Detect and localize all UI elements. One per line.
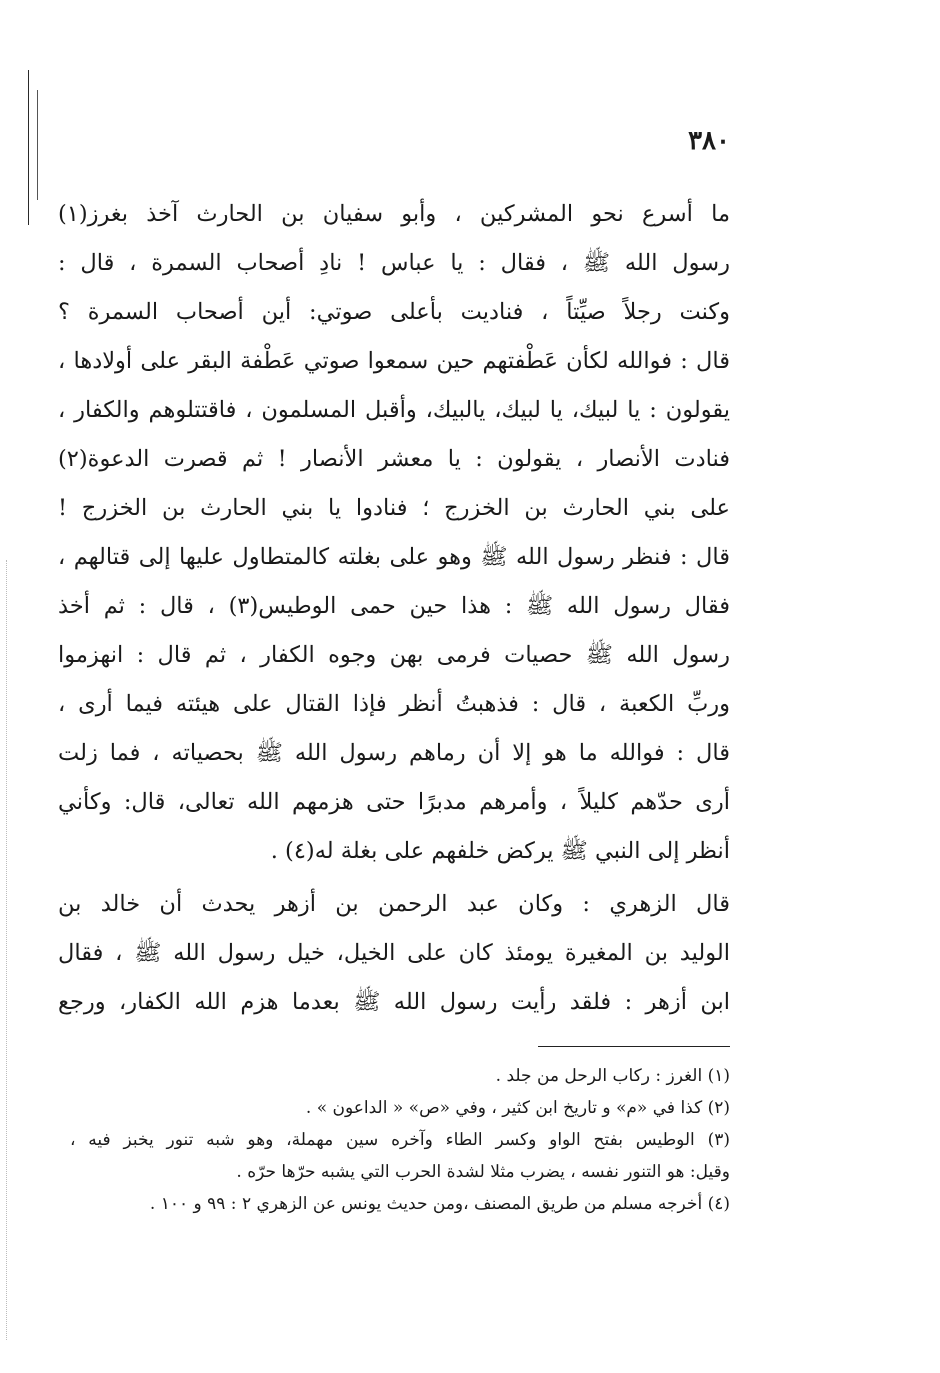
- text-line: رسول الله ﷺ حصيات فرمى بهن وجوه الكفار ، ثم قال : انهزموا: [58, 642, 730, 668]
- page-edge-dots: [6, 560, 8, 1340]
- text-line: ابن أزهر : فلقد رأيت رسول الله ﷺ بعدما هزم الله الكفار، ورجع: [58, 989, 730, 1015]
- binding-line: [37, 90, 38, 200]
- page-number: ٣٨٠: [688, 126, 730, 156]
- text-line: يقولون : يا لبيك، يا لبيك، يالبيك، وأقبل المسلمون ، فاقتتلوهم والكفار ،: [58, 397, 730, 423]
- text-line: ما أسرع نحو المشركين ، وأبو سفيان بن الحارث آخذ بغرز(١): [58, 201, 730, 227]
- footnote-4: (٤) أخرجه مسلم من طريق المصنف ،ومن حديث يونس عن الزهري ٢ : ٩٩ و ١٠٠ .: [149, 1194, 730, 1214]
- text-line: أنظر إلى النبي ﷺ يركض خلفهم على بغلة له(٤) .: [270, 838, 730, 864]
- text-line: قال : فوالله لكأن عَطْفتهم حين سمعوا صوتي عَطْفة البقر على أولادها ،: [58, 348, 730, 374]
- text-line: وربِّ الكعبة ، قال : فذهبتُ أنظر فإذا القتال على هيئته فيما أرى ،: [58, 691, 730, 717]
- text-line: رسول الله ﷺ ، فقال : يا عباس ! نادِ أصحاب السمرة ، قال :: [58, 250, 730, 276]
- text-line: قال : فنظر رسول الله ﷺ وهو على بغلته كالمتطاول عليها إلى قتالهم ،: [58, 544, 730, 570]
- text-line: الوليد بن المغيرة يومئذ كان على الخيل، خيل رسول الله ﷺ ، فقال: [58, 940, 730, 966]
- footnote-1: (١) الغرز : ركاب الرحل من جلد .: [495, 1066, 730, 1086]
- second-paragraph: [58, 880, 730, 1027]
- footnote-separator: [538, 1046, 730, 1047]
- footnote-3-continued: وقيل: هو التنور نفسه ، يضرب مثلا لشدة الحرب التي يشبه حرّها حرّه .: [236, 1162, 730, 1182]
- text-line: على بني الحارث بن الخزرج ؛ فنادوا يا بني الحارث بن الخزرج !: [58, 495, 730, 521]
- footnote-3: (٣) الوطيس بفتح الواو وكسر الطاء وآخره سين مهملة، وهو شبه تنور يخبز فيه ،: [70, 1130, 730, 1150]
- text-line: قال : فوالله ما هو إلا أن رماهم رسول الله ﷺ بحصياته ، فما زلت: [58, 740, 730, 766]
- text-line: فنادت الأنصار ، يقولون : يا معشر الأنصار ! ثم قصرت الدعوة(٢): [58, 446, 730, 472]
- text-line: فقال رسول الله ﷺ : هذا حين حمى الوطيس(٣) ، قال : ثم أخذ: [58, 593, 730, 619]
- main-paragraph: [58, 190, 730, 876]
- text-line: قال الزهري : وكان عبد الرحمن بن أزهر يحدث أن خالد بن: [58, 891, 730, 917]
- footnote-2: (٢) كذا في «م» و تاريخ ابن كثير ، وفي «ص» « الداعون » .: [305, 1098, 730, 1118]
- text-line: وكنت رجلاً صيِّتاً ، فناديت بأعلى صوتي: أين أصحاب السمرة ؟: [58, 299, 730, 325]
- footnotes: [70, 1060, 730, 1220]
- binding-line: [28, 70, 29, 225]
- text-line: أرى حدّهم كليلاً ، وأمرهم مدبرًا حتى هزمهم الله تعالى، قال: وكأني: [58, 789, 730, 815]
